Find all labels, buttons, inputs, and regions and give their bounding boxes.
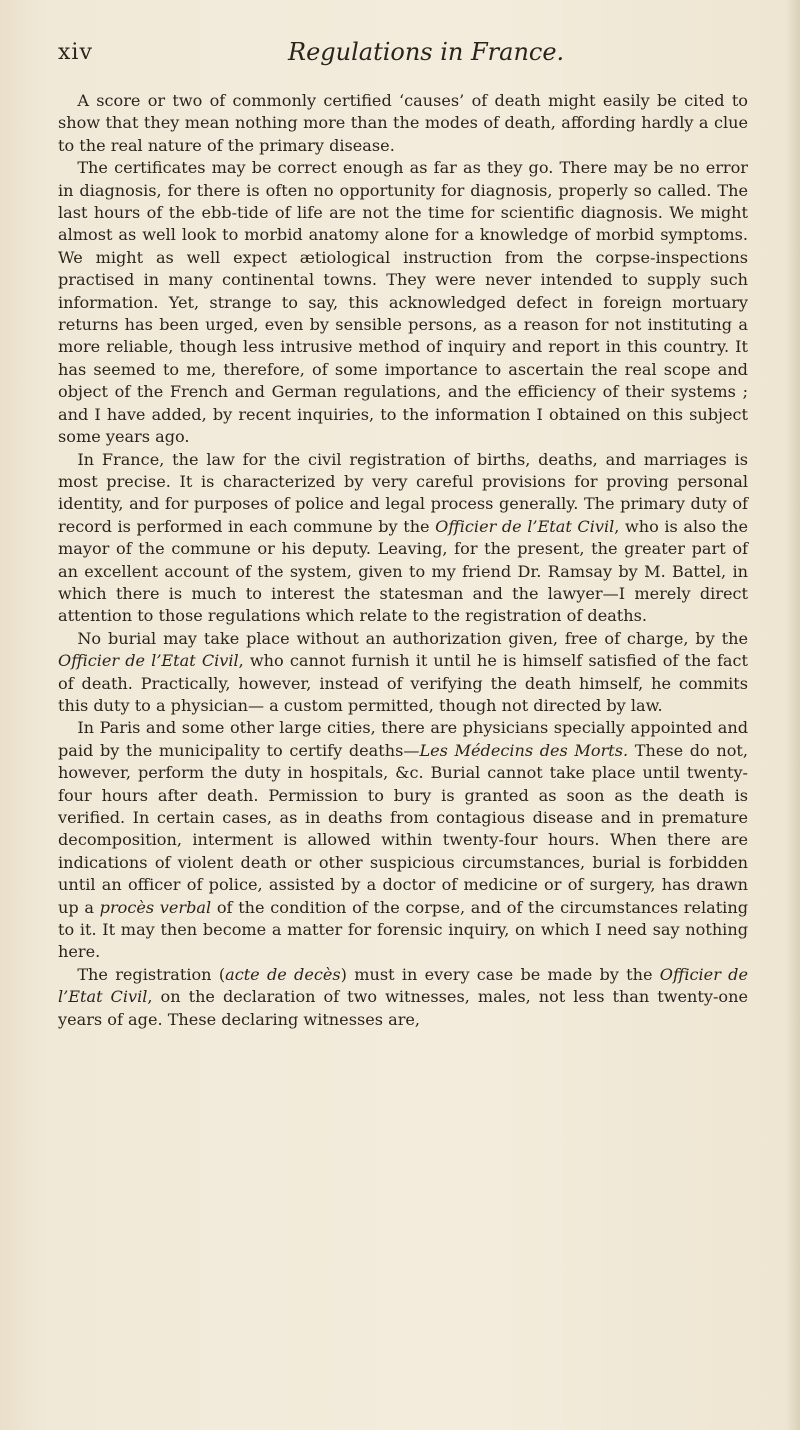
text-run: of the condition of the corpse, and of the circumstances relating to it. It may then become a matter for forensic inquiry, on which I need say nothing here.	[58, 897, 749, 962]
text-run: , who cannot furnish it until he is himself satisfied of the fact of death. Practically, however, instead of verifying the death himself, he commits this duty to a physician— a custom permitted, though not directed by law.	[58, 651, 748, 715]
italic-text: Officier de l’Etat Civil	[435, 516, 615, 536]
text-run: , who is also the mayor of the commune or his deputy. Leaving, for the present, the greater part of an excellent account of the system, given to my friend Dr. Ramsay by M. Battel, in which there is much to interest the statesman and the lawyer—I merely direct attention to those regulations which relate to the registration of deaths.	[58, 516, 748, 626]
italic-text: Officier de l’Etat Civil	[58, 964, 748, 1007]
text-run: The registration (	[77, 964, 226, 984]
paragraph	[58, 964, 748, 1031]
italic-text: Les Médecins des Morts.	[419, 740, 629, 760]
text-run: No burial may take place without an authorization given, free of charge, by the	[77, 628, 748, 648]
text-run: In Paris and some other large cities, there are physicians specially appointed and paid by the municipality to certify deaths—	[58, 718, 748, 760]
paragraph	[58, 157, 748, 448]
paragraph	[58, 628, 748, 718]
text-run: ) must in every case be made by the	[340, 964, 660, 984]
text-run: These do not, however, perform the duty in hospitals, &c. Burial cannot take place until twenty-four hours after death. Permission to bury is granted as soon as the death is verified. In certain cases, as in deaths from contagious disease and in premature decomposition, interment is allowed within twenty-four hours. When there are indications of violent death or other suspicious circumstances, burial is forbidden until an officer of police, assisted by a doctor of medicine or of surgery, has drawn up a	[58, 740, 748, 917]
text-run: A score or two of commonly certified ‘causes’ of death might easily be cited to show that they mean nothing more than the modes of death, affording hardly a clue to the real nature of the primary disease.	[58, 91, 748, 155]
text-run: The certificates may be correct enough as far as they go. There may be no error in diagnosis, for there is often no opportunity for diagnosis, properly so called. The last hours of the ebb-tide of life are not the time for scientific diagnosis. We might almost as well look to morbid anatomy alone for a knowledge of morbid symptoms. We might as well expect ætiological instruction from the corpse-inspections practised in many continental towns. They were never intended to supply such information. Yet, strange to say, this acknowledged defect in foreign mortuary returns has been urged, even by sensible persons, as a reason for not instituting a more reliable, though less intrusive method of inquiry and report in this country. It has seemed to me, therefore, of some importance to ascertain the real scope and object of the French and German regulations, and the efficiency of their systems ; and I have added, by recent inquiries, to the information I obtained on this subject some years ago.	[58, 158, 748, 447]
italic-text: Officier de l’Etat Civil	[58, 651, 239, 671]
text-run: , on the declaration of two witnesses, males, not less than twenty-one years of age. These declaring witnesses are,	[58, 987, 748, 1029]
paragraph	[58, 90, 748, 157]
paragraph	[58, 717, 748, 963]
page-number: xiv	[58, 40, 93, 65]
italic-text: procès verbal	[99, 897, 212, 917]
paragraph	[58, 449, 748, 628]
italic-text: acte de decès	[225, 964, 341, 984]
page-header	[58, 36, 748, 76]
running-title: Regulations in France.	[288, 38, 565, 66]
page-edge-shadow	[786, 0, 800, 1430]
text-run: In France, the law for the civil registration of births, deaths, and marriages is most precise. It is characterized by very careful provisions for proving personal identity, and for purposes of police and legal process generally. The primary duty of record is performed in each commune by the	[58, 449, 748, 536]
body-text	[58, 90, 748, 1031]
